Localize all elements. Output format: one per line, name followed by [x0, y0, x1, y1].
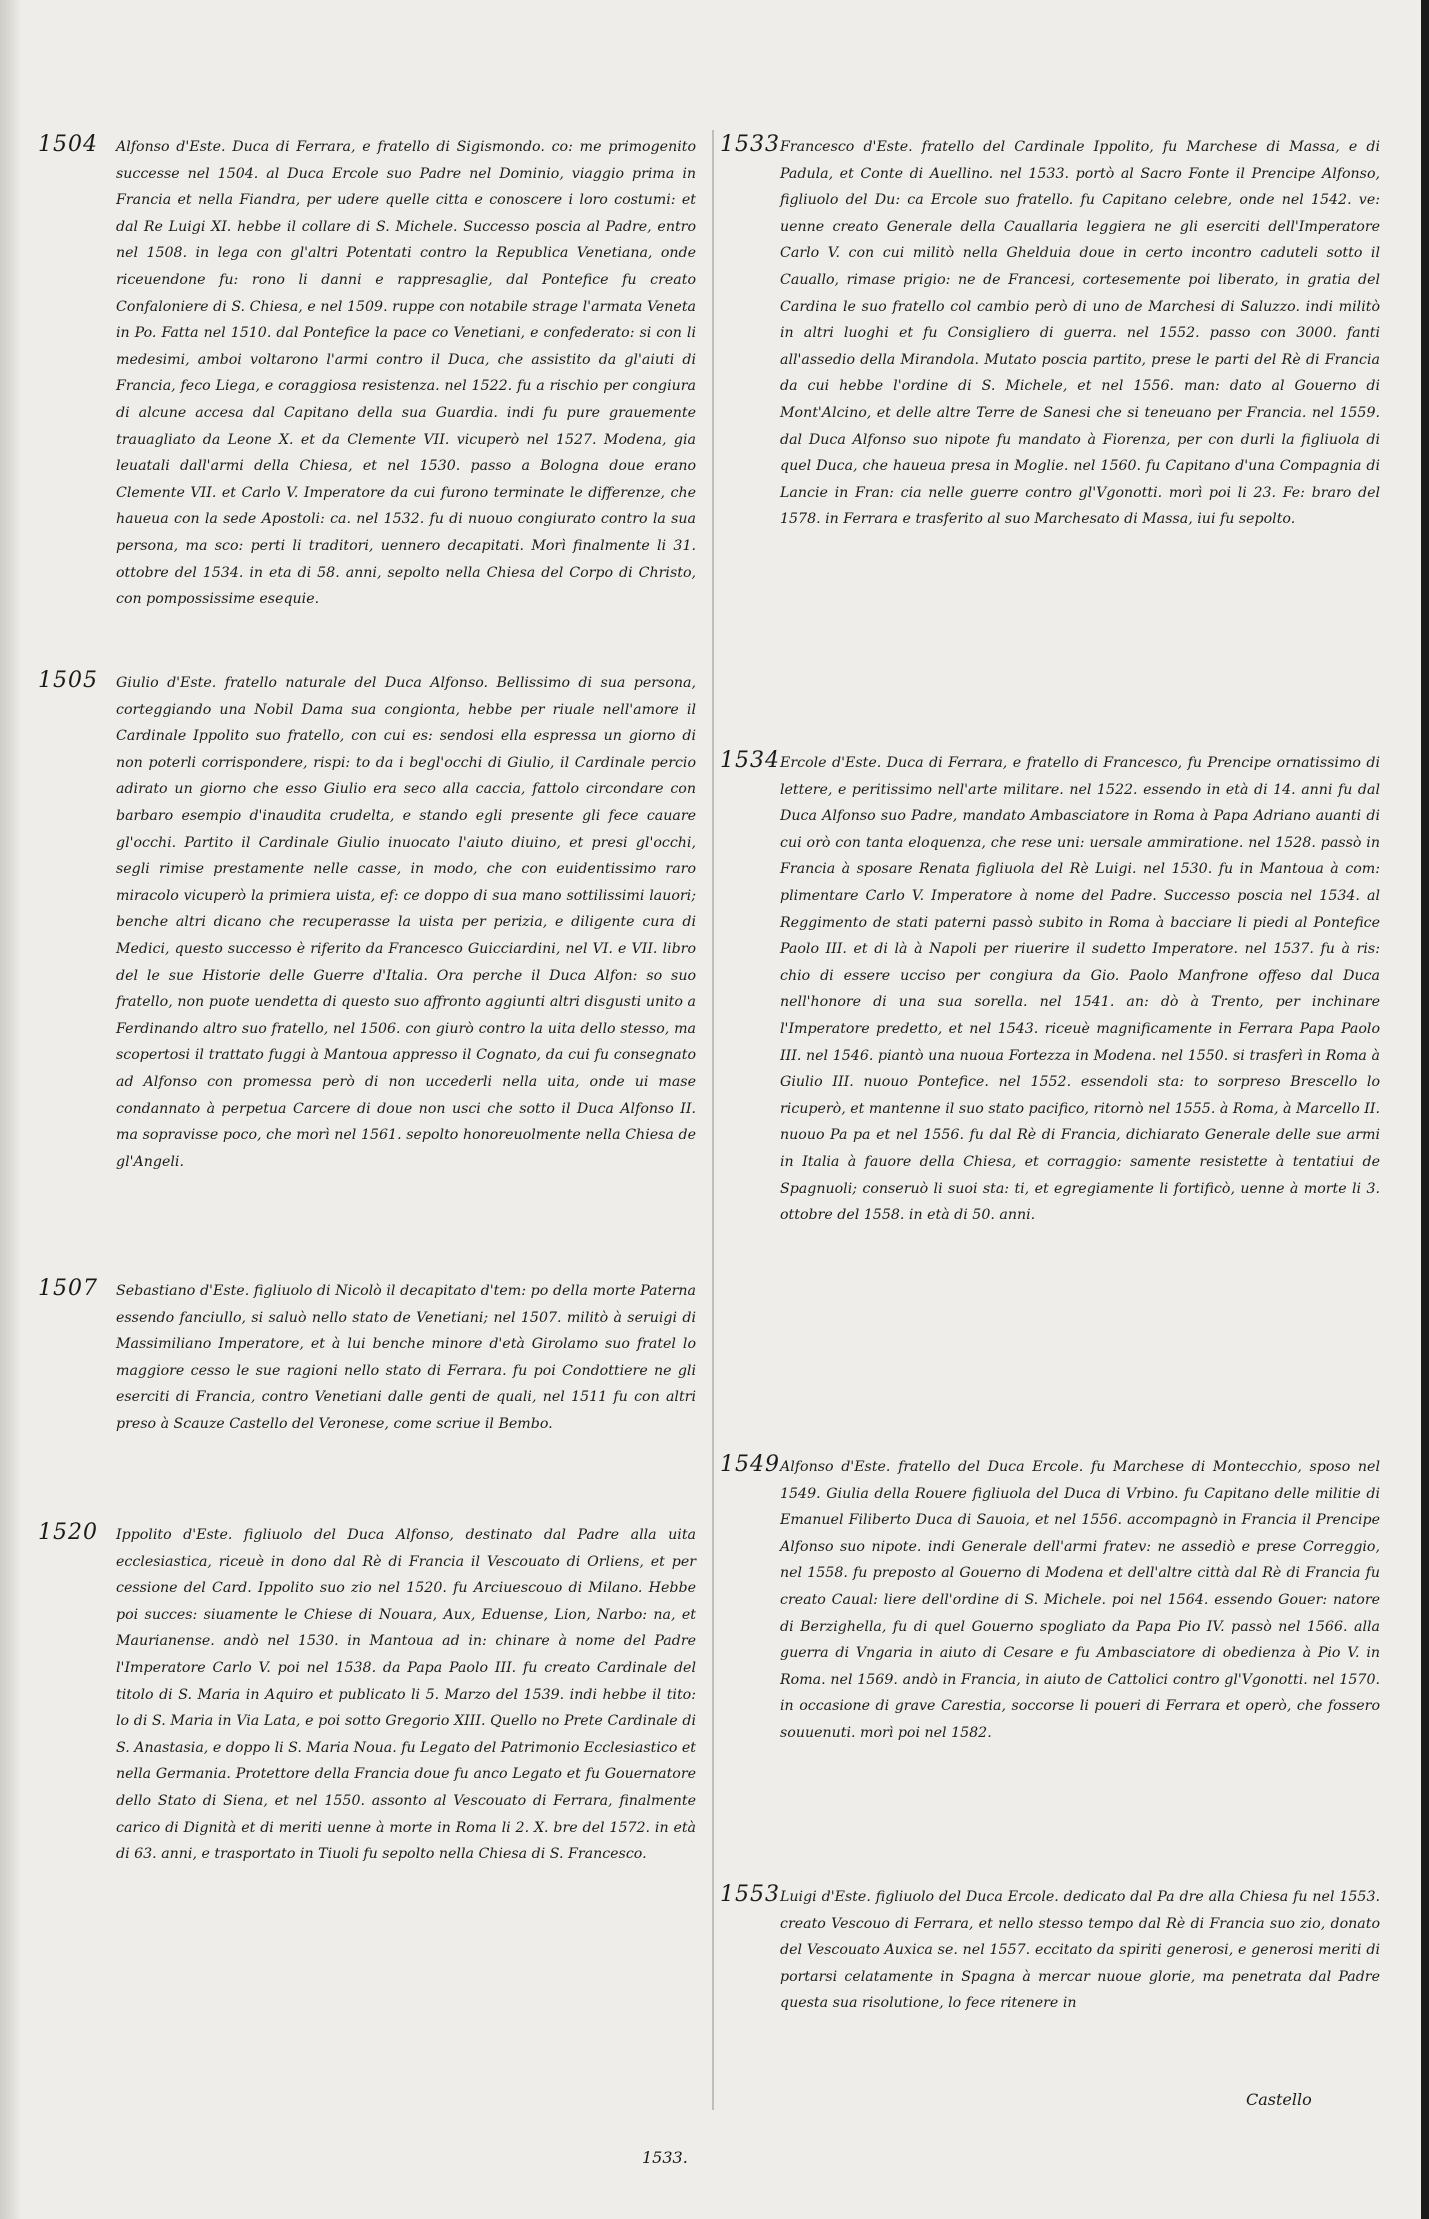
page-left-edge — [0, 0, 22, 2219]
entry-year: 1549 — [720, 1452, 780, 1477]
entry-year: 1553 — [720, 1882, 780, 1907]
entry-text: Giulio d'Este. fratello naturale del Duca Alfonso. Bellissimo di sua persona, corteggiando una Nobil Dama sua congionta, hebbe per riuale nell'amore il Cardinale Ippolito suo fratello, con cui es: sendosi ella espressa un giorno di non poterli corrispondere, rispi: to da i begl'occhi di Giulio, il Cardinale percio adirato un giorno che esso Giulio era seco alla caccia, fattolo circondare con barbaro esempio d'inaudita crudelta, e stando egli presente gli fece cauare gl'occhi. Partito il Cardinale Giulio inuocato l'aiuto diuino, et presi gl'occhi, segli rimise prestamente nelle casse, in modo, che con euidentissimo raro miracolo vicuperò la primiera uista, ef: ce doppo di sua mano sottilissimi lauori; benche altri dicano che recuperasse la uista per perizia, e diligente cura di Medici, questo successo è riferito da Francesco Guicciardini, nel VI. e VII. libro del le sue Historie delle Guerre d'Italia. Ora perche il Duca Alfon: so suo fratello, non puote uendetta di questo suo affronto aggiunti altri disgusti unito a Ferdinando altro suo fratello, nel 1506. con giurò contro la uita dello stesso, ma scopertosi il trattato fuggi à Mantoua appresso il Cognato, da cui fu consegnato ad Alfonso con promessa però di non uccederli nella uita, onde ui mase condannato à perpetua Carcere di doue non usci che sotto il Duca Alfonso II. ma sopravisse poco, che morì nel 1561. sepolto honoreuolmente nella Chiesa de gl'Angeli. — [116, 675, 696, 1170]
scan-border — [1421, 0, 1429, 2219]
entry-year: 1507 — [38, 1276, 98, 1301]
entry-text: Luigi d'Este. figliuolo del Duca Ercole. dedicato dal Pa dre alla Chiesa fu nel 1553. creato Vescouo di Ferrara, et nello stesso tempo dal Rè di Francia suo zio, donato del Vescouato Auxica se. nel 1557. eccitato da spiriti generosi, e generosi meriti di portarsi celatamente in Spagna à mercar nuoue glorie, ma penetrata dal Padre questa sua risolutione, lo fece ritenere in — [780, 1889, 1380, 2012]
entry-text: Alfonso d'Este. fratello del Duca Ercole. fu Marchese di Montecchio, sposo nel 1549. Giulia della Rouere figliuola del Duca di Vrbino. fu Capitano delle militie di Emanuel Filiberto Duca di Sauoia, et nel 1556. accompagnò in Francia il Prencipe Alfonso suo nipote. indi Generale dell'armi fratev: ne assediò e prese Correggio, nel 1558. fu preposto al Gouerno di Modena et dell'altre città dal Rè di Francia fu creato Caual: liere dell'ordine di S. Michele. poi nel 1564. essendo Gouer: natore di Berzighella, fu di quel Gouerno spogliato da Papa Pio IV. passò nel 1566. alla guerra di Vngaria in aiuto di Cesare e fu Ambasciatore di obedienza à Pio V. in Roma. nel 1569. andò in Francia, in aiuto de Cattolici contro gl'Vgonotti. nel 1570. in occasione di grave Carestia, soccorse li poueri di Ferrara et operò, che fossero souuenuti. morì poi nel 1582. — [780, 1459, 1380, 1741]
entry-year: 1504 — [38, 132, 98, 157]
entry-text: Ercole d'Este. Duca di Ferrara, e fratello di Francesco, fu Prencipe ornatissimo di lettere, e peritissimo nell'arte militare. nel 1522. essendo in età di 14. anni fu dal Duca Alfonso suo Padre, mandato Ambasciatore in Roma à Papa Adriano auanti di cui orò con tanta eloquenza, che rese uni: uersale ammiratione. nel 1528. passò in Francia à sposare Renata figliuola del Rè Luigi. nel 1530. fu in Mantoua à com: plimentare Carlo V. Imperatore à nome del Padre. Successo poscia nel 1534. al Reggimento de stati paterni passò subito in Roma à bacciare li piedi al Pontefice Paolo III. et di là à Napoli per riuerire il sudetto Imperatore. nel 1537. fu à ris: chio di essere ucciso per congiura da Gio. Paolo Manfrone offeso dal Duca nell'honore di una sua sorella. nel 1541. an: dò à Trento, per inchinare l'Imperatore predetto, et nel 1543. riceuè magnificamente in Ferrara Papa Paolo III. nel 1546. piantò una nuoua Fortezza in Modena. nel 1550. si trasferì in Roma à Giulio III. nuouo Pontefice. nel 1552. essendoli sta: to sorpreso Brescello lo ricuperò, et mantenne il suo stato pacifico, ritornò nel 1555. à Roma, à Marcello II. nuouo Pa pa et nel 1556. fu dal Rè di Francia, dichiarato Generale delle sue armi in Italia à fauore della Chiesa, et corraggio: samente resistette à tentatiui de Spagnuoli; conseruò li suoi sta: ti, et egregiamente li fortificò, uenne à morte li 3. ottobre del 1558. in età di 50. anni. — [780, 755, 1380, 1224]
entry-year: 1534 — [720, 748, 780, 773]
entry-year: 1505 — [38, 668, 98, 693]
entry-text: Alfonso d'Este. Duca di Ferrara, e fratello di Sigismondo. co: me primogenito successe nel 1504. al Duca Ercole suo Padre nel Dominio, viaggio prima in Francia et nella Fiandra, per udere quelle citta e conoscere i loro costumi: et dal Re Luigi XI. hebbe il collare di S. Michele. Successo poscia al Padre, entro nel 1508. in lega con gl'altri Potentati contro la Republica Venetiana, onde riceuendone fu: rono li danni e rappresaglie, dal Pontefice fu creato Confaloniere di S. Chiesa, e nel 1509. ruppe con notabile strage l'armata Veneta in Po. Fatta nel 1510. dal Pontefice la pace co Venetiani, e confederato: si con li medesimi, amboi voltarono l'armi contro il Duca, che assistito da gl'aiuti di Francia, feco Liega, e coraggiosa resistenza. nel 1522. fu a rischio per congiura di alcune accesa dal Capitano della sua Guardia. indi fu pure grauemente trauagliato da Leone X. et da Clemente VII. vicuperò nel 1527. Modena, gia leuatali dall'armi della Chiesa, et nel 1530. passo a Bologna doue erano Clemente VII. et Carlo V. Imperatore da cui furono terminate le differenze, che haueua con la sede Apostoli: ca. nel 1532. fu di nuouo congiurato contro la sua persona, ma sco: perti li traditori, uennero decapitati. Morì finalmente li 31. ottobre del 1534. in eta di 58. anni, sepolto nella Chiesa del Corpo di Christo, con pompossissime esequie. — [116, 139, 696, 608]
catchword-right: Castello — [1246, 2090, 1312, 2109]
entry-text: Francesco d'Este. fratello del Cardinale Ippolito, fu Marchese di Massa, e di Padula, et Conte di Auellino. nel 1533. portò al Sacro Fonte il Prencipe Alfonso, figliuolo del Du: ca Ercole suo fratello. fu Capitano celebre, onde nel 1542. ve: uenne creato Generale della Cauallaria leggiera ne gli eserciti dell'Imperatore Carlo V. con cui militò nella Ghelduia doue in certo incontro caduteli sotto il Cauallo, rimase prigio: ne de Francesi, cortesemente poi liberato, in gratia del Cardina le suo fratello col cambio però di uno de Marchesi di Saluzzo. indi militò in altri luoghi et fu Consigliero di guerra. nel 1552. passo con 3000. fanti all'assedio della Mirandola. Mutato poscia partito, prese le parti del Rè di Francia da cui hebbe l'ordine di S. Michele, et nel 1556. man: dato al Gouerno di Mont'Alcino, et delle altre Terre de Sanesi che si teneuano per Francia. nel 1559. dal Duca Alfonso suo nipote fu mandato à Fiorenza, per con durli la figliuola di quel Duca, che haueua presa in Moglie. nel 1560. fu Capitano d'una Compagnia di Lancie in Fran: cia nelle guerre contro gl'Vgonotti. morì poi li 23. Fe: braro del 1578. in Ferrara e trasferito al suo Marchesato di Massa, iui fu sepolto. — [780, 139, 1380, 528]
entry-year: 1520 — [38, 1520, 98, 1545]
catchword-left: 1533. — [642, 2148, 688, 2167]
entry-text: Sebastiano d'Este. figliuolo di Nicolò il decapitato d'tem: po della morte Paterna essendo fanciullo, si saluò nello stato de Venetiani; nel 1507. militò à seruigi di Massimiliano Imperatore, et à lui benche minore d'età Girolamo suo fratel lo maggiore cesso le sue ragioni nello stato di Ferrara. fu poi Condottiere ne gli eserciti di Francia, contro Venetiani dalle genti de quali, nel 1511 fu con altri preso à Scauze Castello del Veronese, come scriue il Bembo. — [116, 1283, 696, 1432]
column-divider — [712, 130, 714, 2110]
entry-text: Ippolito d'Este. figliuolo del Duca Alfonso, destinato dal Padre alla uita ecclesiastica, riceuè in dono dal Rè di Francia il Vescouato di Orliens, et per cessione del Card. Ippolito suo zio nel 1520. fu Arciuescouo di Milano. Hebbe poi succes: siuamente le Chiese di Nouara, Aux, Eduense, Lion, Narbo: na, et Maurianense. andò nel 1530. in Mantoua ad in: chinare à nome del Padre l'Imperatore Carlo V. poi nel 1538. da Papa Paolo III. fu creato Cardinale del titolo di S. Maria in Aquiro et publicato li 5. Marzo del 1539. indi hebbe il tito: lo di S. Maria in Via Lata, e poi sotto Gregorio XIII. Quello no Prete Cardinale di S. Anastasia, e doppo li S. Maria Noua. fu Legato del Patrimonio Ecclesiastico et nella Germania. Protettore della Francia doue fu anco Legato et fu Gouernatore dello Stato di Siena, et nel 1550. assonto al Vescouato di Ferrara, finalmente carico di Dignità et di meriti uenne à morte in Roma li 2. X. bre del 1572. in età di 63. anni, e trasportato in Tiuoli fu sepolto nella Chiesa di S. Francesco. — [116, 1527, 696, 1863]
entry-year: 1533 — [720, 132, 780, 157]
